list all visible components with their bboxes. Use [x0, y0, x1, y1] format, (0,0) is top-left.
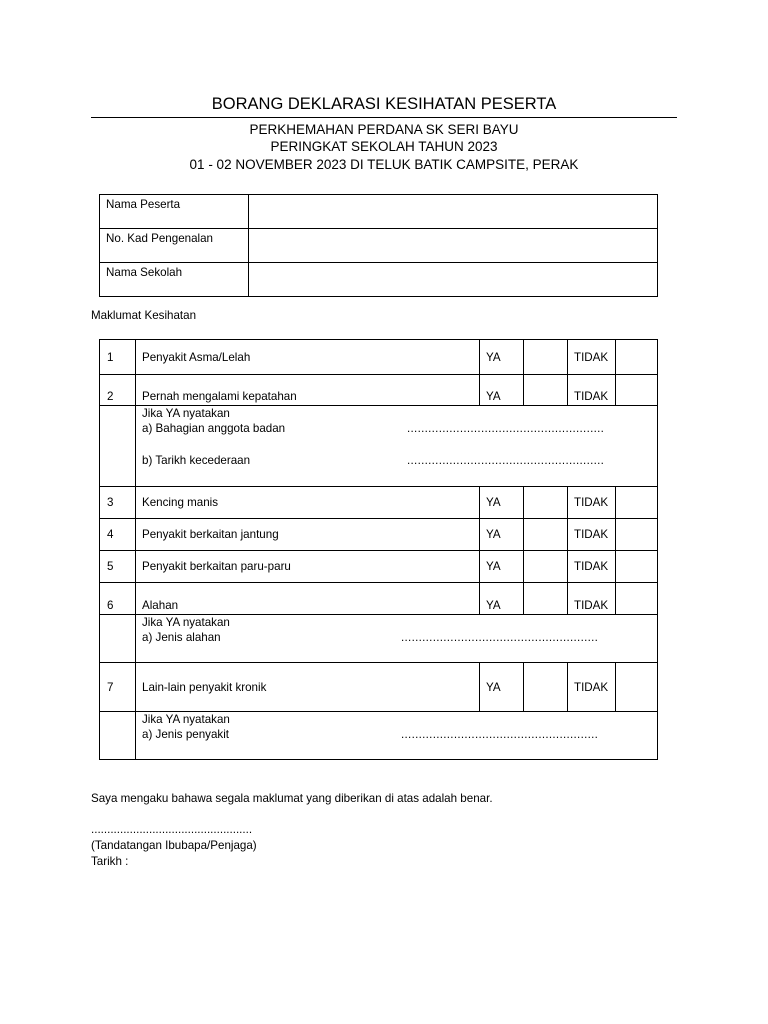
- yes-checkbox[interactable]: [524, 519, 568, 551]
- yes-label: YA: [480, 583, 524, 615]
- table-row: [100, 229, 658, 263]
- no-checkbox[interactable]: [616, 583, 658, 615]
- participant-name-label: Nama Peserta: [100, 195, 249, 229]
- participant-info-table: [99, 194, 658, 297]
- item-number: 4: [100, 519, 136, 551]
- allergy-type-field[interactable]: ........................................................: [401, 631, 599, 644]
- no-label: TIDAK: [568, 583, 616, 615]
- item-text: Lain-lain penyakit kronik: [136, 663, 480, 712]
- no-label: TIDAK: [568, 663, 616, 712]
- item-detail-cell: [136, 712, 658, 760]
- title-divider: [91, 117, 677, 118]
- table-row: [100, 487, 658, 519]
- no-label: TIDAK: [568, 340, 616, 375]
- item-text: Kencing manis: [136, 487, 480, 519]
- no-checkbox[interactable]: [616, 487, 658, 519]
- no-checkbox[interactable]: [616, 551, 658, 583]
- table-row: [100, 340, 658, 375]
- school-name-label: Nama Sekolah: [100, 263, 249, 297]
- table-row-detail: [100, 712, 658, 760]
- yes-label: YA: [480, 340, 524, 375]
- detail-intro: Jika YA nyatakan: [142, 616, 230, 629]
- item-text: Alahan: [136, 583, 480, 615]
- table-row-detail: [100, 406, 658, 487]
- table-row: [100, 551, 658, 583]
- table-row: [100, 519, 658, 551]
- item-number: 5: [100, 551, 136, 583]
- detail-body-part: a) Bahagian anggota badan: [142, 422, 286, 435]
- yes-label: YA: [480, 487, 524, 519]
- injury-date-field[interactable]: ........................................................: [407, 454, 605, 467]
- item-number: 7: [100, 663, 136, 712]
- yes-checkbox[interactable]: [524, 340, 568, 375]
- table-row: [100, 583, 658, 615]
- no-checkbox[interactable]: [616, 519, 658, 551]
- yes-checkbox[interactable]: [524, 375, 568, 406]
- item-number: 6: [100, 583, 136, 615]
- table-row: [100, 263, 658, 297]
- ic-number-field[interactable]: [249, 229, 658, 263]
- item-text: Penyakit berkaitan jantung: [136, 519, 480, 551]
- school-name-field[interactable]: [249, 263, 658, 297]
- detail-disease-type: a) Jenis penyakit: [142, 728, 229, 741]
- item-detail-cell: [136, 406, 658, 487]
- yes-label: YA: [480, 663, 524, 712]
- table-row: [100, 663, 658, 712]
- signature-caption: (Tandatangan Ibubapa/Penjaga): [91, 839, 257, 852]
- item-number: 1: [100, 340, 136, 375]
- no-checkbox[interactable]: [616, 340, 658, 375]
- table-row: [100, 195, 658, 229]
- no-label: TIDAK: [568, 487, 616, 519]
- event-date-venue: 01 - 02 NOVEMBER 2023 DI TELUK BATIK CAMPSITE, PERAK: [189, 157, 579, 172]
- detail-intro: Jika YA nyatakan: [142, 407, 230, 420]
- table-row: [100, 375, 658, 406]
- date-label: Tarikh :: [91, 855, 129, 868]
- disease-type-field[interactable]: ........................................................: [401, 728, 599, 741]
- form-title: BORANG DEKLARASI KESIHATAN PESERTA: [211, 95, 557, 113]
- no-label: TIDAK: [568, 375, 616, 406]
- yes-label: YA: [480, 375, 524, 406]
- item-text: Penyakit berkaitan paru-paru: [136, 551, 480, 583]
- ic-number-label: No. Kad Pengenalan: [100, 229, 249, 263]
- item-text: Pernah mengalami kepatahan: [136, 375, 480, 406]
- participant-name-field[interactable]: [249, 195, 658, 229]
- yes-label: YA: [480, 551, 524, 583]
- no-checkbox[interactable]: [616, 375, 658, 406]
- no-label: TIDAK: [568, 519, 616, 551]
- health-info-table: [99, 339, 658, 760]
- item-number: 3: [100, 487, 136, 519]
- health-section-heading: Maklumat Kesihatan: [91, 309, 197, 322]
- detail-allergy-type: a) Jenis alahan: [142, 631, 221, 644]
- event-level: PERINGKAT SEKOLAH TAHUN 2023: [270, 139, 498, 154]
- no-label: TIDAK: [568, 551, 616, 583]
- yes-checkbox[interactable]: [524, 583, 568, 615]
- event-name: PERKHEMAHAN PERDANA SK SERI BAYU: [249, 122, 519, 137]
- detail-intro: Jika YA nyatakan: [142, 713, 230, 726]
- no-checkbox[interactable]: [616, 663, 658, 712]
- detail-injury-date: b) Tarikh kecederaan: [142, 454, 251, 467]
- item-detail-cell: [136, 615, 658, 663]
- item-number: 2: [100, 375, 136, 406]
- yes-checkbox[interactable]: [524, 551, 568, 583]
- table-row-detail: [100, 615, 658, 663]
- declaration-statement: Saya mengaku bahawa segala maklumat yang diberikan di atas adalah benar.: [91, 792, 493, 805]
- yes-checkbox[interactable]: [524, 487, 568, 519]
- yes-checkbox[interactable]: [524, 663, 568, 712]
- body-part-field[interactable]: ........................................................: [407, 422, 605, 435]
- signature-line[interactable]: ..................................................: [91, 823, 253, 836]
- item-text: Penyakit Asma/Lelah: [136, 340, 480, 375]
- yes-label: YA: [480, 519, 524, 551]
